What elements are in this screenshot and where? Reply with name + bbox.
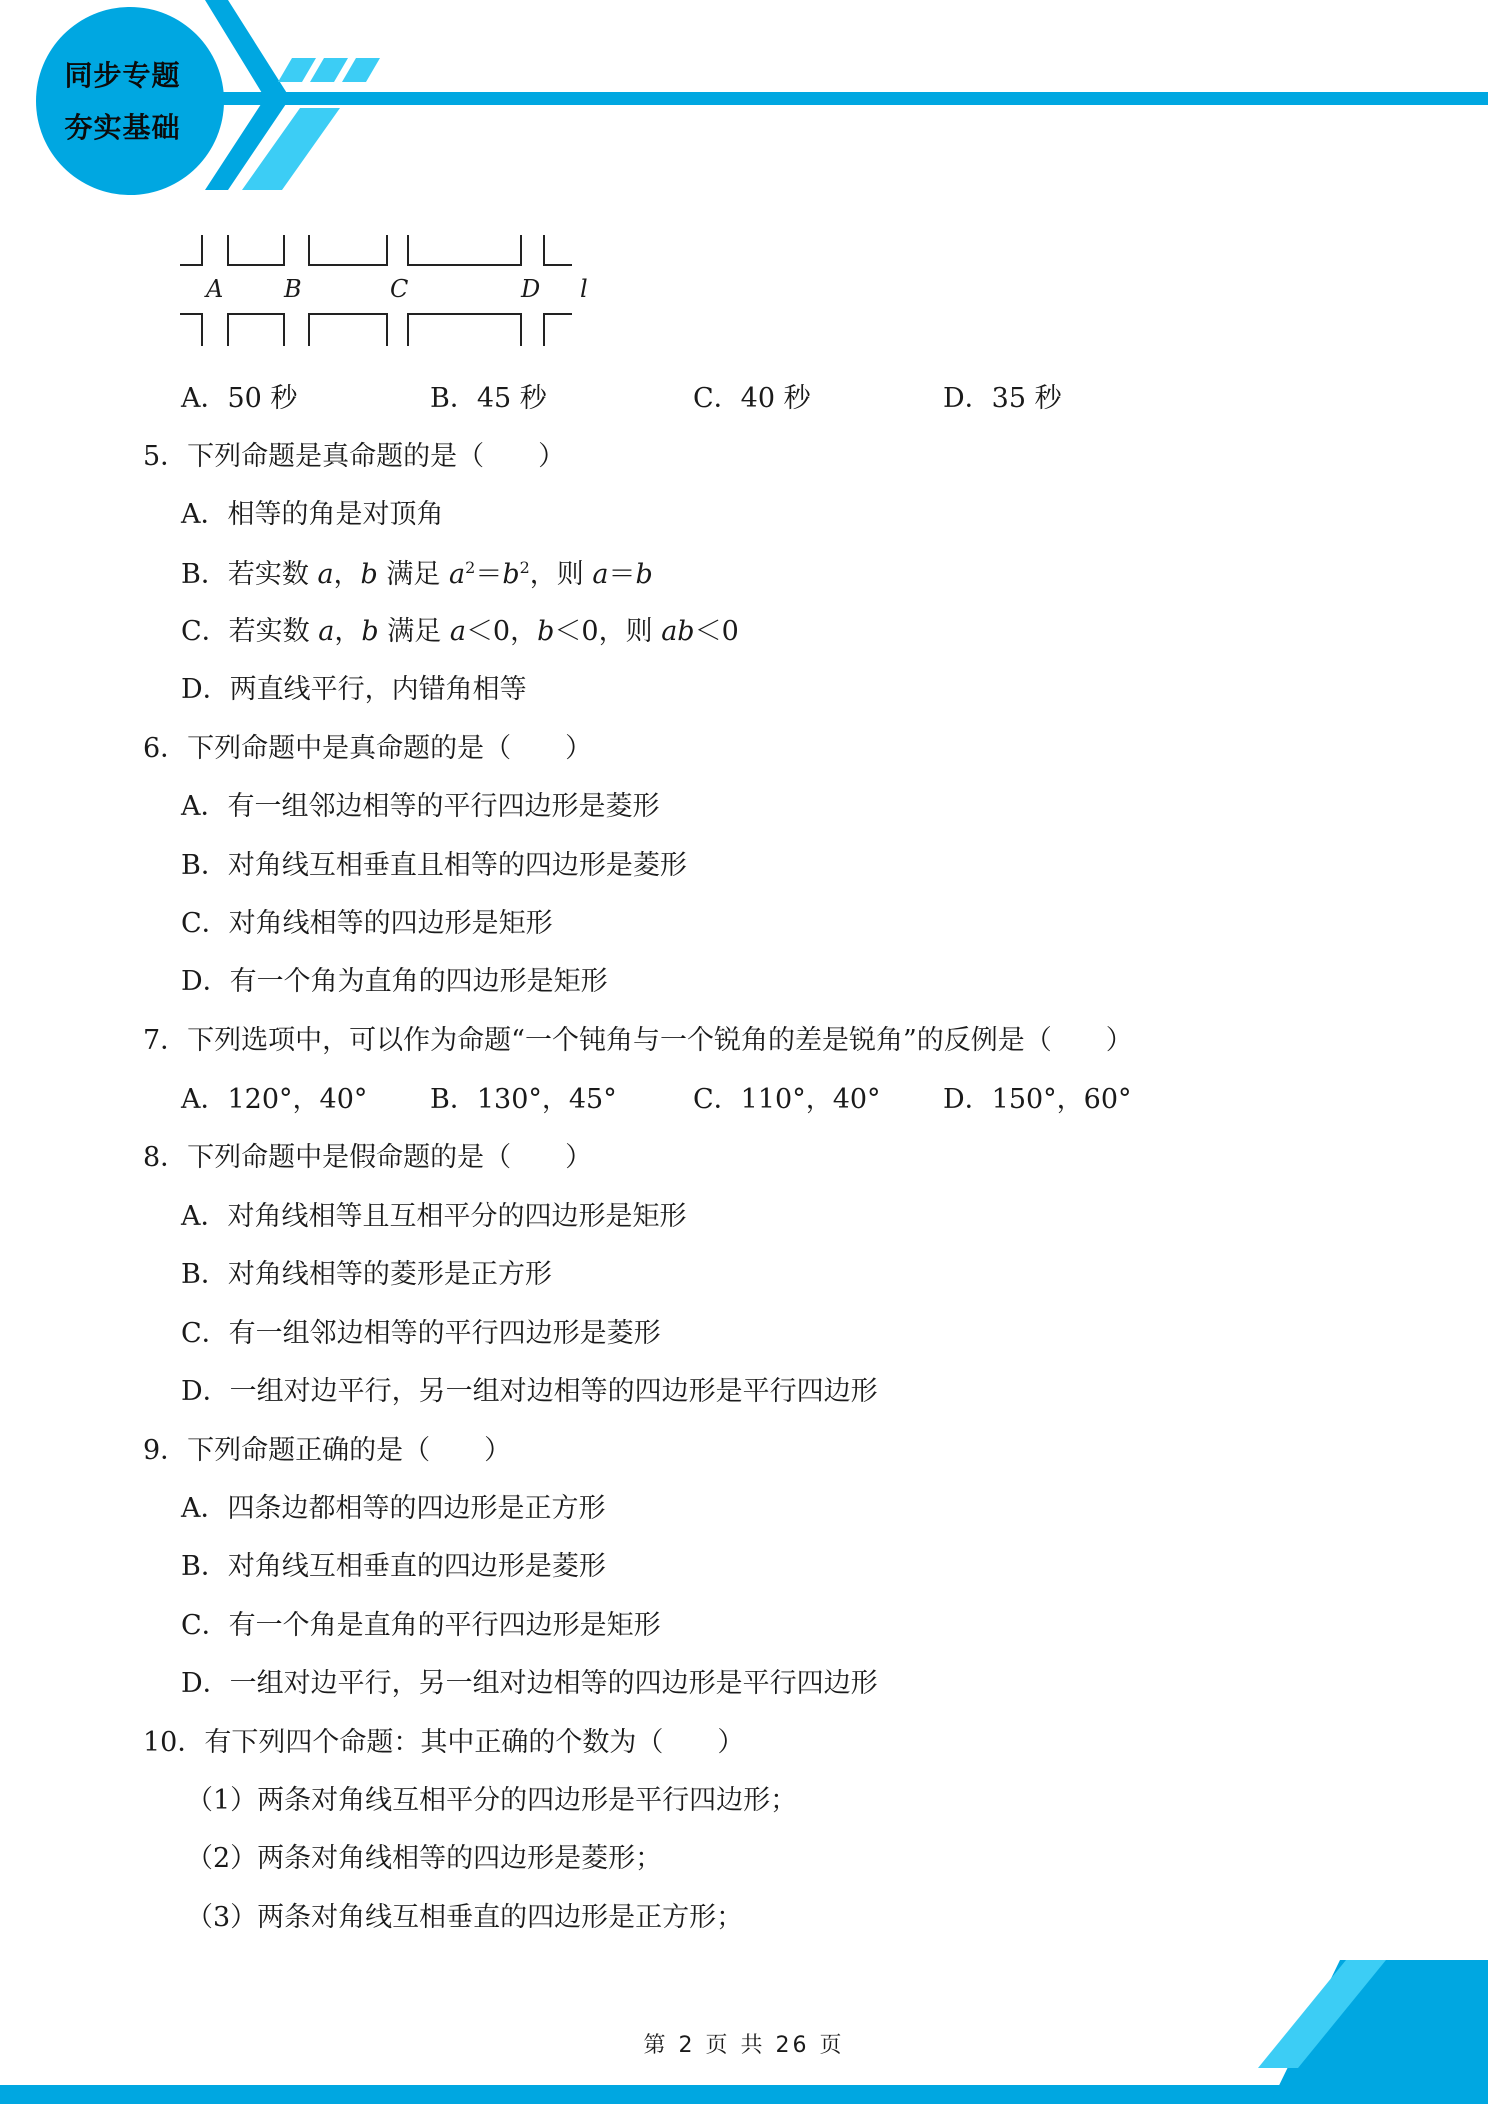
q9-option-b: B．对角线互相垂直的四边形是菱形 [181,1551,606,1582]
q5-option-a: A．相等的角是对顶角 [181,499,444,530]
q8-option-c: C．有一组邻边相等的平行四边形是菱形 [181,1318,661,1349]
header-dash-2 [310,58,348,82]
header-banner [0,0,1488,200]
q8-option-a: A．对角线相等且互相平分的四边形是矩形 [181,1201,687,1232]
q9-option-c: C．有一个角是直角的平行四边形是矩形 [181,1610,661,1641]
q4-option-b: B．45 秒 [430,383,547,414]
q4-option-a: A．50 秒 [181,383,298,414]
q8-option-b: B．对角线相等的菱形是正方形 [181,1259,552,1290]
header-dash-1 [278,58,316,82]
q4-option-c: C．40 秒 [693,383,811,414]
q7-stem: 7．下列选项中，可以作为命题“一个钝角与一个锐角的差是锐角”的反例是（ ） [143,1025,1133,1056]
q6-option-c: C．对角线相等的四边形是矩形 [181,908,553,939]
q10-statement-3: （3）两条对角线互相垂直的四边形是正方形； [186,1902,744,1933]
q4-option-d: D．35 秒 [943,383,1062,414]
q9-option-d: D．一组对边平行，另一组对边相等的四边形是平行四边形 [181,1668,878,1699]
q5-option-b: B．若实数 a，b 满足 $a^2=b^2$，则 a＝b [181,558,653,590]
footer-stripe [0,2085,1488,2104]
figure-label-l: l [580,275,588,303]
q6-option-a: A．有一组邻边相等的平行四边形是菱形 [181,791,660,822]
q5-option-d: D．两直线平行，内错角相等 [181,674,527,705]
q5-stem: 5．下列命题是真命题的是（ ） [143,441,566,472]
q7-option-d: D．150°，60° [943,1084,1132,1115]
q8-stem: 8．下列命题中是假命题的是（ ） [143,1142,593,1173]
q9-stem: 9．下列命题正确的是（ ） [143,1435,512,1466]
header-dash-3 [342,58,380,82]
q9-option-a: A．四条边都相等的四边形是正方形 [181,1493,606,1524]
q7-option-a: A．120°，40° [181,1084,368,1115]
q8-option-d: D．一组对边平行，另一组对边相等的四边形是平行四边形 [181,1376,878,1407]
footer-banner [0,1950,1488,2104]
q6-option-d: D．有一个角为直角的四边形是矩形 [181,966,608,997]
figure-label-a: A [206,275,224,303]
figure-label-b: B [284,275,302,303]
badge-line-2: 夯实基础 [64,111,181,144]
figure-label-d: D [521,275,541,303]
q6-stem: 6．下列命题中是真命题的是（ ） [143,733,593,764]
figure-label-c: C [390,275,409,303]
q10-stem: 10．有下列四个命题：其中正确的个数为（ ） [143,1727,745,1758]
q5-option-c: C．若实数 a，b 满足 a＜0，b＜0，则 ab＜0 [181,616,739,647]
q7-option-b: B．130°，45° [430,1084,617,1115]
page-number: 第 2 页 共 26 页 [643,2033,845,2058]
header-stripe [220,92,1488,105]
q6-option-b: B．对角线互相垂直且相等的四边形是菱形 [181,850,687,881]
badge-line-1: 同步专题 [64,59,181,92]
header-badge-circle [36,7,224,195]
q10-statement-2: （2）两条对角线相等的四边形是菱形； [186,1843,663,1874]
q7-option-c: C．110°，40° [693,1084,881,1115]
q10-statement-1: （1）两条对角线互相平分的四边形是平行四边形； [186,1785,798,1816]
